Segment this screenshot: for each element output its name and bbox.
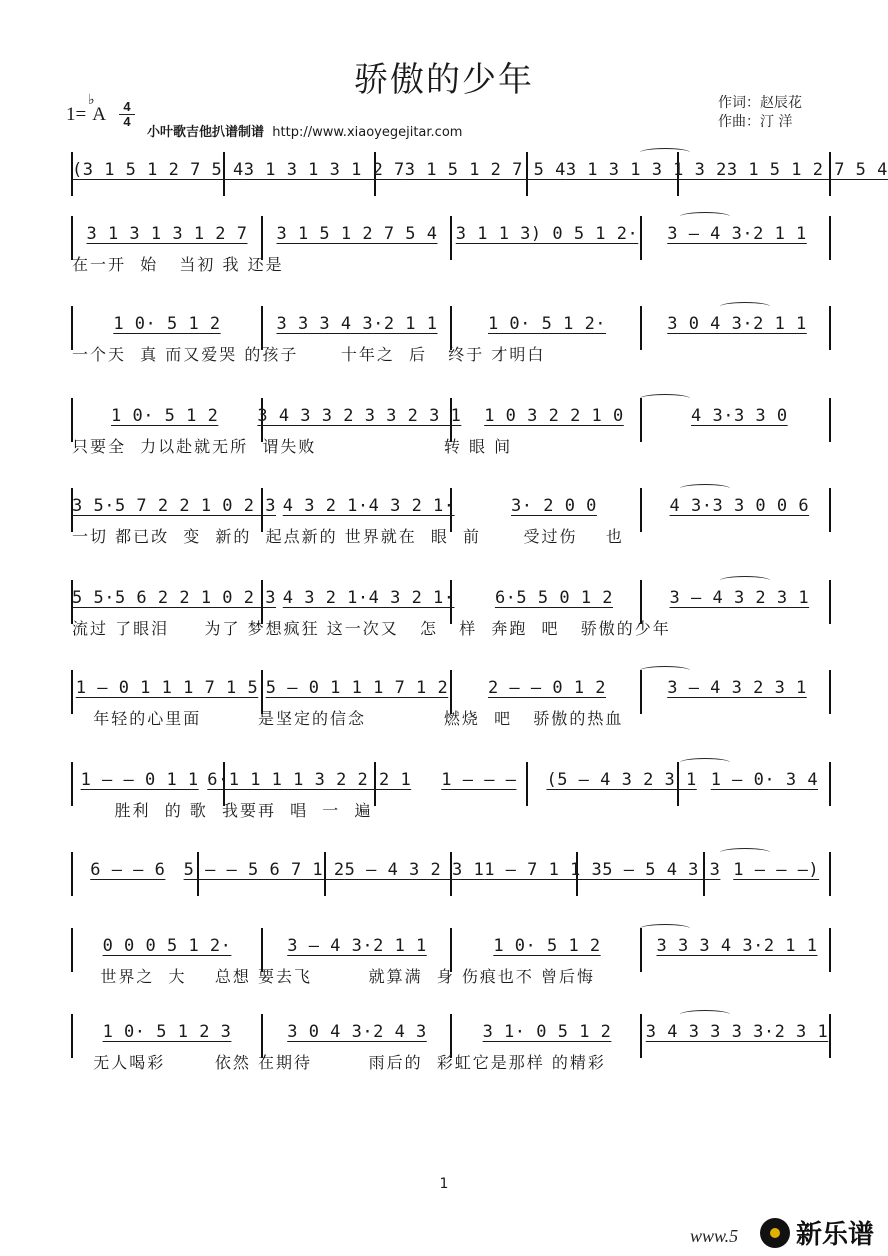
site-logo (760, 1214, 874, 1251)
lyric-row (72, 888, 832, 910)
time-top: 4 (123, 99, 131, 114)
measure: 3 1 3 1 3 1 3 2 (565, 160, 727, 180)
flat-sign: ♭ (88, 93, 95, 108)
measure: 5 – – 5 6 7 1 2 (183, 860, 345, 880)
time-signature (119, 100, 135, 129)
measure: 1 0· 5 1 2 (493, 936, 601, 956)
measure: (5 – 4 3 2 3 1 (546, 770, 697, 790)
notation-row (72, 586, 832, 608)
credit-line (147, 121, 462, 140)
page-number: 1 (439, 1176, 449, 1192)
measure: 4 3·3 3 0 0 6 (669, 496, 810, 516)
composer: 作曲：汀 洋 (718, 114, 793, 130)
measure: 3 1· 0 5 1 2 (482, 1022, 612, 1042)
slur-mark (640, 394, 690, 403)
notation-row (72, 222, 832, 244)
measure: 3 4 3 3 2 3 3 2 3 1 (257, 406, 462, 426)
song-title: 骄傲的少年 (354, 60, 534, 100)
measure: 1 0 3 2 2 1 0 (484, 406, 624, 426)
measure: 3· 2 0 0 (511, 496, 597, 516)
measure: 5 – 0 1 1 1 7 1 2 (265, 678, 449, 698)
slur-mark (680, 1010, 730, 1019)
measure: 1 0· 5 1 2· (487, 314, 607, 334)
measure: 5 5·5 6 2 2 1 0 2 3 (72, 588, 276, 608)
measure: 1 – 7 1 1 3 (484, 860, 603, 880)
measure: 3 3 3 4 3·2 1 1 (656, 936, 818, 956)
measure: 6·5 5 0 1 2 (494, 588, 614, 608)
lyric-row: 胜利 的 歌 我要再 唱 一 遍 (72, 801, 373, 820)
slur-mark (720, 848, 770, 857)
lyric-row: 无人喝彩 依然 在期待 雨后的 彩虹它是那样 的精彩 (72, 1053, 606, 1072)
notation-row (72, 158, 888, 180)
measure: 1 – 0 1 1 1 7 1 5 (75, 678, 259, 698)
measure: 3 0 4 3·2 4 3 (287, 1022, 427, 1042)
slur-mark (680, 758, 730, 767)
key-prefix: 1= (66, 104, 87, 125)
notation-row (72, 404, 832, 426)
measure: 1 – 0· 3 4 (710, 770, 819, 790)
slur-mark (680, 484, 730, 493)
measure: 1 0· 5 1 2 3 (102, 1022, 232, 1042)
slur-mark (640, 666, 690, 675)
credit-url: http://www.xiaoyegejitar.com (272, 125, 463, 140)
lyricist: 作词：赵辰花 (718, 95, 802, 111)
slur-mark (720, 302, 770, 311)
measure: 3 4 3 3 3 3·2 3 1 (645, 1022, 829, 1042)
record-icon (760, 1218, 790, 1248)
measure: 4 3·3 3 0 (691, 406, 788, 426)
measure: 4 3 2 1·4 3 2 1· (282, 588, 455, 608)
lyric-row: 一个天 真 而又爱哭 的孩子 十年之 后 终于 才明白 (72, 345, 546, 364)
credit-label: 小叶歌吉他扒谱制谱 (147, 125, 265, 140)
measure: 3 1 5 1 2 7 5 4 (404, 160, 566, 180)
notation-row (72, 312, 832, 334)
measure: 3 1 3 1 3 1 2 7 (86, 224, 248, 244)
slur-mark (720, 576, 770, 585)
measure: 1 – – –) (733, 860, 820, 880)
lyric-row: 年轻的心里面 是坚定的信念 燃烧 吧 骄傲的热血 (72, 709, 624, 728)
slur-mark (640, 148, 690, 157)
measure: 3 0 4 3·2 1 1 (667, 314, 807, 334)
measure: 3 5·5 7 2 2 1 0 2 3 (72, 496, 276, 516)
measure: 3 – 4 3·2 1 1 (287, 936, 427, 956)
site-name: 新乐谱 (796, 1220, 875, 1250)
measure: 1 0· 5 1 2 (113, 314, 221, 334)
measure: 6·1 1 1 1 3 2 2 2 1 (207, 770, 412, 790)
measure: 2 – – 0 1 2 (487, 678, 607, 698)
lyric-row: 在一开 始 当初 我 还是 (72, 255, 284, 274)
watermark-url: www.5 (690, 1226, 739, 1246)
measure: 3 1 5 1 2 7 5 4 (726, 160, 888, 180)
notation-row (72, 494, 832, 516)
authors (718, 94, 802, 132)
notation-row (72, 676, 832, 698)
measure: 1 – – 0 1 1 (80, 770, 199, 790)
measure: 3 1 1 3) 0 5 1 2· (455, 224, 639, 244)
lyric-row: 流过 了眼泪 为了 梦想疯狂 这一次又 怎 样 奔跑 吧 骄傲的少年 (72, 619, 671, 638)
notation-row (72, 934, 832, 956)
slur-mark (640, 924, 690, 933)
measure: 1 – – – (441, 770, 517, 790)
notation-row (72, 768, 832, 790)
measure: 5 – 5 4 3 3 (602, 860, 721, 880)
measure: 5 – 4 3 2 3 1 (344, 860, 485, 880)
measure: 4 3 2 1·4 3 2 1· (282, 496, 455, 516)
notation-row (72, 1020, 832, 1042)
key-signature (66, 93, 106, 126)
lyric-row: 一切 都已改 变 新的 起点新的 世界就在 眼 前 受过伤 也 (72, 527, 624, 546)
lyric-row: 只要全 力以赴就无所 谓失败 转 眼 间 (72, 437, 513, 456)
measure: 3 – 4 3 2 3 1 (669, 588, 810, 608)
measure: 3 1 5 1 2 7 5 4 (276, 224, 438, 244)
measure: 3 1 3 1 3 1 2 7 (243, 160, 405, 180)
measure: 3 – 4 3·2 1 1 (667, 224, 807, 244)
lyric-row: 世界之 大 总想 要去飞 就算满 身 伤痕也不 曾后悔 (72, 967, 595, 986)
key-note: A (92, 104, 106, 125)
measure: 6 – – 6 (90, 860, 166, 880)
measure: 0 0 0 5 1 2· (102, 936, 232, 956)
measure: (3 1 5 1 2 7 5 4 (72, 160, 244, 180)
measure: 3 3 3 4 3·2 1 1 (276, 314, 438, 334)
notation-row (72, 858, 832, 880)
measure: 1 0· 5 1 2 (110, 406, 219, 426)
measure: 3 – 4 3 2 3 1 (667, 678, 807, 698)
lyric-row (72, 188, 832, 210)
time-bottom: 4 (123, 114, 131, 129)
slur-mark (680, 212, 730, 221)
